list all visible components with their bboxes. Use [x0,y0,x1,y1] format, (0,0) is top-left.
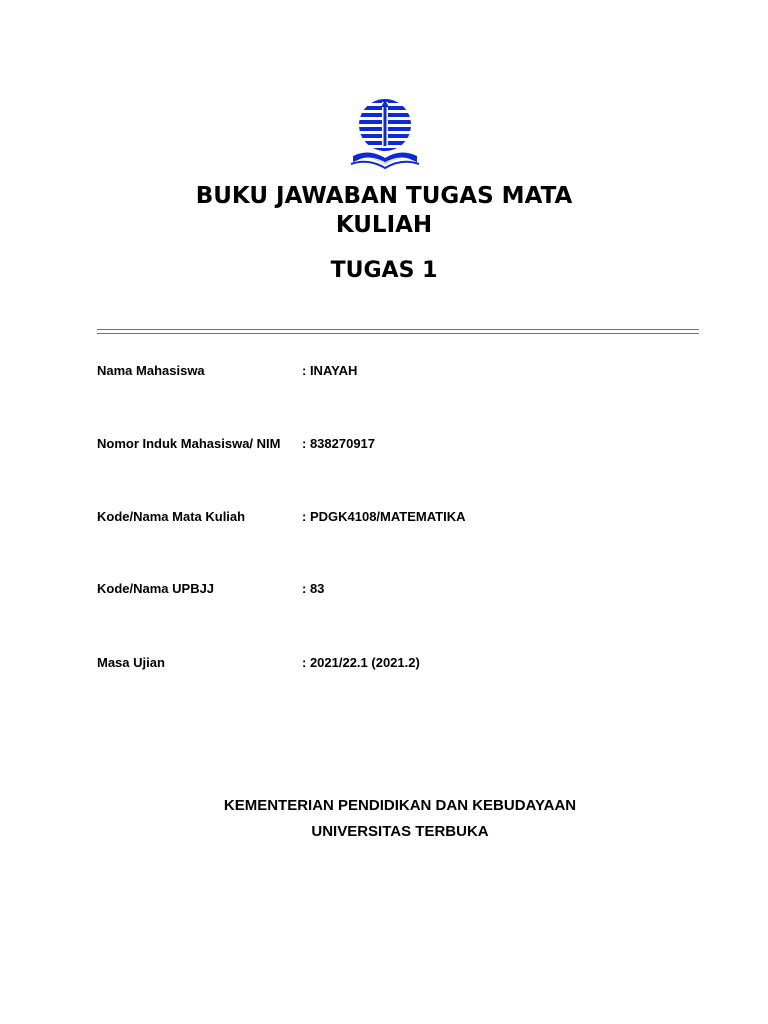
field-value: : 83 [302,581,325,596]
document-title-line-2: KULIAH [335,212,433,238]
assignment-subtitle: TUGAS 1 [330,258,438,283]
universitas-terbuka-logo-icon [349,98,421,170]
field-label: Nama Mahasiswa [97,363,205,378]
footer-ministry: KEMENTERIAN PENDIDIKAN DAN KEBUDAYAAN [223,797,577,814]
divider-line-bottom [97,333,699,334]
field-value: : PDGK4108/MATEMATIKA [302,509,466,524]
field-label: Masa Ujian [97,655,165,670]
field-label: Kode/Nama UPBJJ [97,581,215,596]
field-value: : INAYAH [302,363,358,378]
field-label: Kode/Nama Mata Kuliah [97,509,246,524]
divider-line-top [97,329,699,330]
field-value: : 838270917 [302,436,376,451]
document-title-line-1: BUKU JAWABAN TUGAS MATA [195,183,573,209]
footer-university: UNIVERSITAS TERBUKA [311,823,489,840]
field-label: Nomor Induk Mahasiswa/ NIM [97,436,281,451]
field-value: : 2021/22.1 (2021.2) [302,655,420,670]
